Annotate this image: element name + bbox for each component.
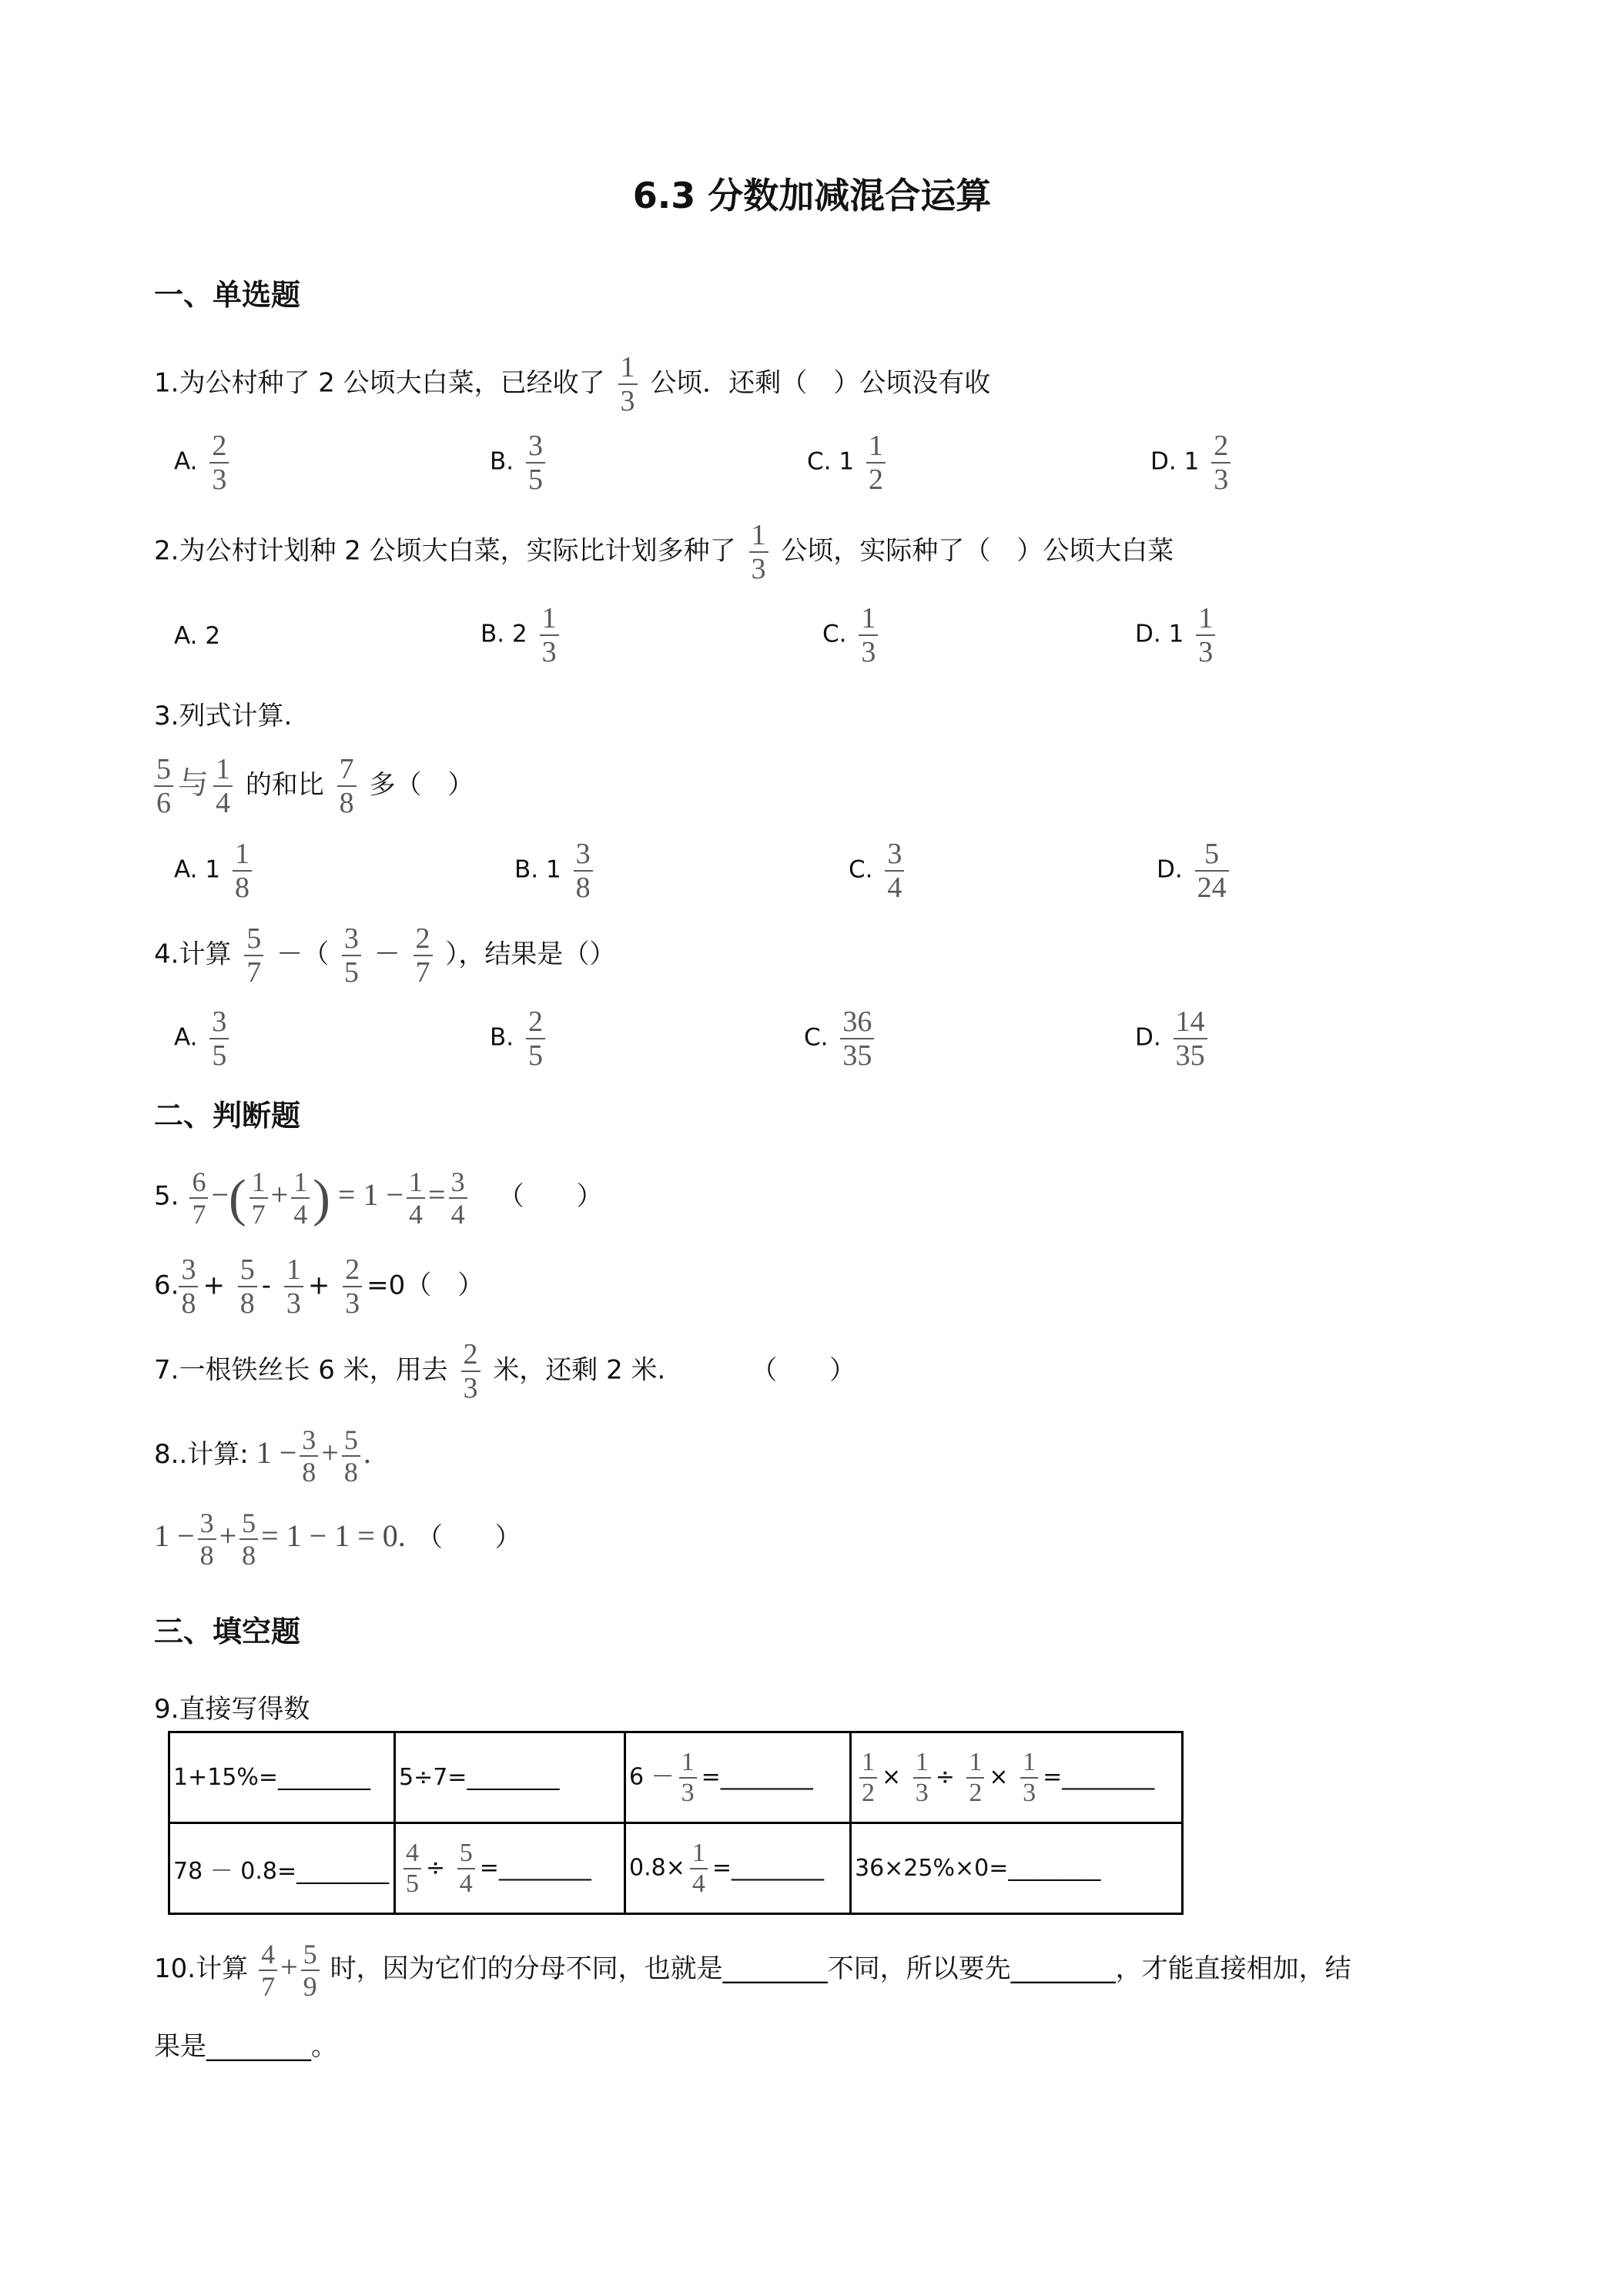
question-7: 7.一根铁丝长 6 米，用去 $\frac{2}{3}$ 米，还剩 2 米. （ ） — [154, 1338, 856, 1404]
option-3b[interactable]: B. 1 $\frac{3}{8}$ — [514, 839, 598, 902]
option-4a[interactable]: A. $\frac{3}{5}$ — [174, 1007, 233, 1070]
question-8: 8..计算: 1 − $\frac{3}{8}$ + $\frac{5}{8}$ . — [154, 1424, 371, 1488]
option-2d[interactable]: D. 1 $\frac{1}{3}$ — [1135, 604, 1220, 667]
answer-blank[interactable]: （ ） — [751, 1354, 856, 1386]
table-row — [169, 1732, 1183, 1823]
question-2-suffix: 公顷，实际种了（ ）公顷大白菜 — [781, 535, 1174, 567]
option-1b[interactable]: B. $\frac{3}{5}$ — [490, 431, 550, 494]
option-1a[interactable]: A. $\frac{2}{3}$ — [174, 431, 233, 494]
option-4d[interactable]: D. $\frac{14}{35}$ — [1135, 1007, 1212, 1070]
table-cell[interactable]: 6 － $\frac{1}{3}$ =________ — [625, 1732, 851, 1823]
option-4c[interactable]: C. $\frac{36}{35}$ — [804, 1007, 879, 1070]
option-1d[interactable]: D. 1 $\frac{2}{3}$ — [1150, 431, 1235, 494]
option-3a[interactable]: A. 1 $\frac{1}{8}$ — [174, 839, 256, 902]
question-1-prefix: 1.为公村种了 2 公顷大白菜，已经收了 — [154, 367, 605, 399]
question-3-expression: $\frac{5}{6}$ 与 $\frac{1}{4}$ 的和比 $\frac{7}{8}$ 多（ ） — [154, 755, 474, 818]
option-3c[interactable]: C. $\frac{3}{4}$ — [849, 839, 909, 902]
question-8-statement: 1 − $\frac{3}{8}$ + $\frac{5}{8}$ = 1 − 1 = 0. （ ） — [154, 1508, 521, 1571]
table-cell[interactable]: $\frac{4}{5}$ ÷ $\frac{5}{4}$ =________ — [395, 1823, 625, 1914]
table-cell[interactable]: 5÷7=________ — [395, 1732, 625, 1823]
calculation-table — [168, 1731, 1184, 1915]
question-9: 9.直接写得数 — [154, 1694, 310, 1725]
question-1-suffix: 公顷．还剩（ ）公顷没有收 — [650, 367, 991, 399]
question-10-line-2: 果是________。 — [154, 2031, 337, 2062]
question-10: 10.计算 $\frac{4}{7}$ + $\frac{5}{9}$ 时，因为它们的分母不同，也就是________不同，所以要先________，才能直接相加，结 — [154, 1939, 1351, 2002]
table-cell[interactable]: 36×25%×0=________ — [851, 1823, 1183, 1914]
table-cell[interactable]: 1+15%=________ — [169, 1732, 395, 1823]
option-3d[interactable]: D. $\frac{5}{24}$ — [1157, 839, 1234, 902]
option-2a[interactable]: A. 2 — [174, 622, 221, 650]
option-4b[interactable]: B. $\frac{2}{5}$ — [490, 1007, 550, 1070]
question-6: 6. $\frac{3}{8}$ + $\frac{5}{8}$ - $\frac{1}{3}$ + $\frac{2}{3}$ =0（ ） — [154, 1253, 484, 1320]
section-heading-fill-in: 三、填空题 — [154, 1615, 301, 1648]
question-2 — [154, 520, 1174, 584]
option-2c[interactable]: C. $\frac{1}{3}$ — [822, 604, 882, 667]
question-4: 4.计算 $\frac{5}{7}$ －（ $\frac{3}{5}$ － $\frac{2}{7}$ ），结果是（） — [154, 922, 616, 989]
table-row — [169, 1823, 1183, 1914]
question-3: 3.列式计算. — [154, 701, 293, 731]
table-cell[interactable]: 0.8× $\frac{1}{4}$ =________ — [625, 1823, 851, 1914]
section-heading-single-choice: 一、单选题 — [154, 278, 301, 312]
section-heading-true-false: 二、判断题 — [154, 1099, 301, 1133]
table-cell[interactable]: 78 － 0.8=________ — [169, 1823, 395, 1914]
fraction: $\frac{1}{3}$ — [618, 353, 638, 416]
option-1c[interactable]: C. 1 $\frac{1}{2}$ — [807, 431, 890, 494]
question-1 — [154, 353, 990, 416]
question-2-prefix: 2.为公村计划种 2 公顷大白菜，实际比计划多种了 — [154, 535, 736, 567]
answer-blank[interactable]: （ ） — [416, 1522, 521, 1554]
page-title: 6.3 分数加减混合运算 — [632, 175, 992, 216]
answer-blank[interactable]: （ ） — [497, 1180, 603, 1212]
option-2b[interactable]: B. 2 $\frac{1}{3}$ — [481, 604, 564, 667]
fraction: $\frac{1}{3}$ — [749, 520, 768, 584]
question-5: 5. $\frac{6}{7}$ −( $\frac{1}{7}$ + $\frac{1}{4}$ ) = 1 − $\frac{1}{4}$ = $\frac{3}{4}$ （ ） — [154, 1166, 603, 1230]
table-cell[interactable]: $\frac{1}{2}$ × $\frac{1}{3}$ ÷ $\frac{1}{2}$ × $\frac{1}{3}$ =________ — [851, 1732, 1183, 1823]
